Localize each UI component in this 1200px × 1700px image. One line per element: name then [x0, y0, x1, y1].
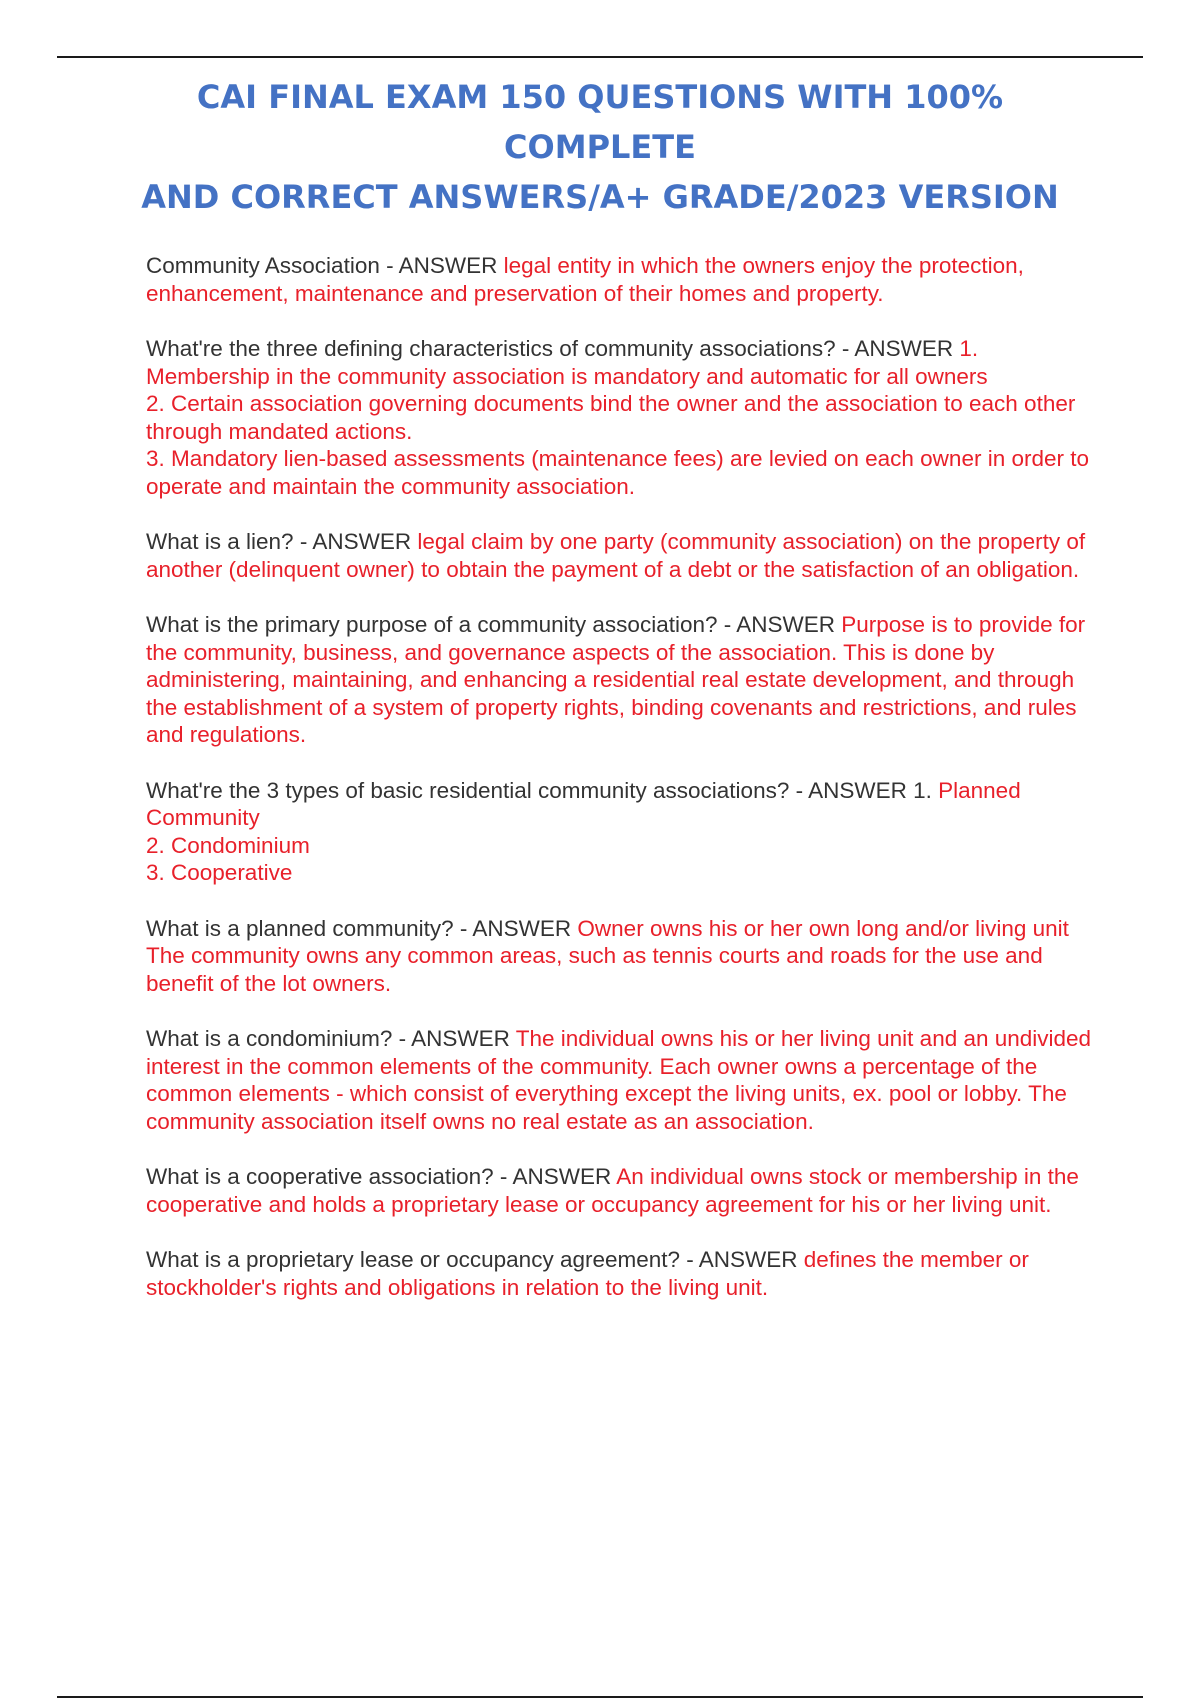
answer-line: 2. Condominium [146, 832, 310, 858]
qa-item [146, 335, 1096, 500]
question-text: What is a planned community? - ANSWER [146, 915, 578, 941]
qa-item [146, 1246, 1096, 1301]
question-text: What is a proprietary lease or occupancy agreement? - ANSWER [146, 1247, 804, 1272]
question-text: What is a condominium? - ANSWER [146, 1026, 516, 1051]
qa-item [146, 252, 1096, 307]
bottom-rule [57, 1696, 1143, 1698]
qa-item [146, 528, 1096, 583]
qa-item [146, 777, 1096, 887]
question-text: Community Association - ANSWER [146, 253, 504, 278]
question-text: What're the three defining characteristics of community associations? - ANSWER [146, 336, 960, 361]
title-line-2: AND CORRECT ANSWERS/A+ GRADE/2023 VERSION [141, 178, 1059, 216]
qa-item [146, 1163, 1096, 1218]
qa-item [146, 1025, 1096, 1135]
question-text: What is a lien? - ANSWER [146, 529, 418, 554]
answer-text: The individual owns his or her living unit and an undivided interest in the common elements of the community. Each owner owns a percentage of the common elements - which consist of everything except the living units, ex. pool or lobby. The community association itself owns no real estate as an association. [146, 1026, 1092, 1134]
answer-text: legal entity in which the owners enjoy the protection, enhancement, maintenance and preservation of their homes and property. [146, 253, 1024, 306]
answer-line: 2. Certain association governing documents bind the owner and the association to each other through mandated actions. [146, 391, 1076, 444]
answer-text: Purpose is to provide for the community, business, and governance aspects of the association. This is done by administering, maintaining, and enhancing a residential real estate development, and through the establishment of a system of property rights, binding covenants and restrictions, and rules and regulations. [146, 612, 1086, 747]
answer-text: legal claim by one party (community association) on the property of another (delinquent owner) to obtain the payment of a debt or the satisfaction of an obligation. [146, 529, 1086, 582]
answer-text: Owner owns his or her own long and/or living unit [577, 915, 1069, 941]
question-text: What is a cooperative association? - ANSWER [146, 1164, 617, 1189]
question-text: What're the 3 types of basic residential community associations? - ANSWER 1. [146, 777, 939, 803]
answer-text: Planned Community [146, 777, 1021, 830]
qa-list [146, 252, 1096, 1329]
document-title [100, 72, 1100, 222]
answer-text: defines the member or stockholder's rights and obligations in relation to the living unit. [146, 1247, 1029, 1300]
qa-item [146, 915, 1096, 998]
answer-line: 3. Mandatory lien-based assessments (maintenance fees) are levied on each owner in order to operate and maintain the community association. [146, 446, 1090, 499]
answer-text: 1. Membership in the community association is mandatory and automatic for all owners [146, 336, 988, 389]
top-rule [57, 56, 1143, 58]
answer-line: 3. Cooperative [146, 860, 293, 885]
answer-text: An individual owns stock or membership in the cooperative and holds a proprietary lease or occupancy agreement for his or her living unit. [146, 1164, 1079, 1217]
question-text: What is the primary purpose of a community association? - ANSWER [146, 612, 842, 637]
answer-line: The community owns any common areas, such as tennis courts and roads for the use and benefit of the lot owners. [146, 943, 1043, 996]
qa-item [146, 611, 1096, 749]
title-line-1: CAI FINAL EXAM 150 QUESTIONS WITH 100% COMPLETE [196, 78, 1004, 166]
